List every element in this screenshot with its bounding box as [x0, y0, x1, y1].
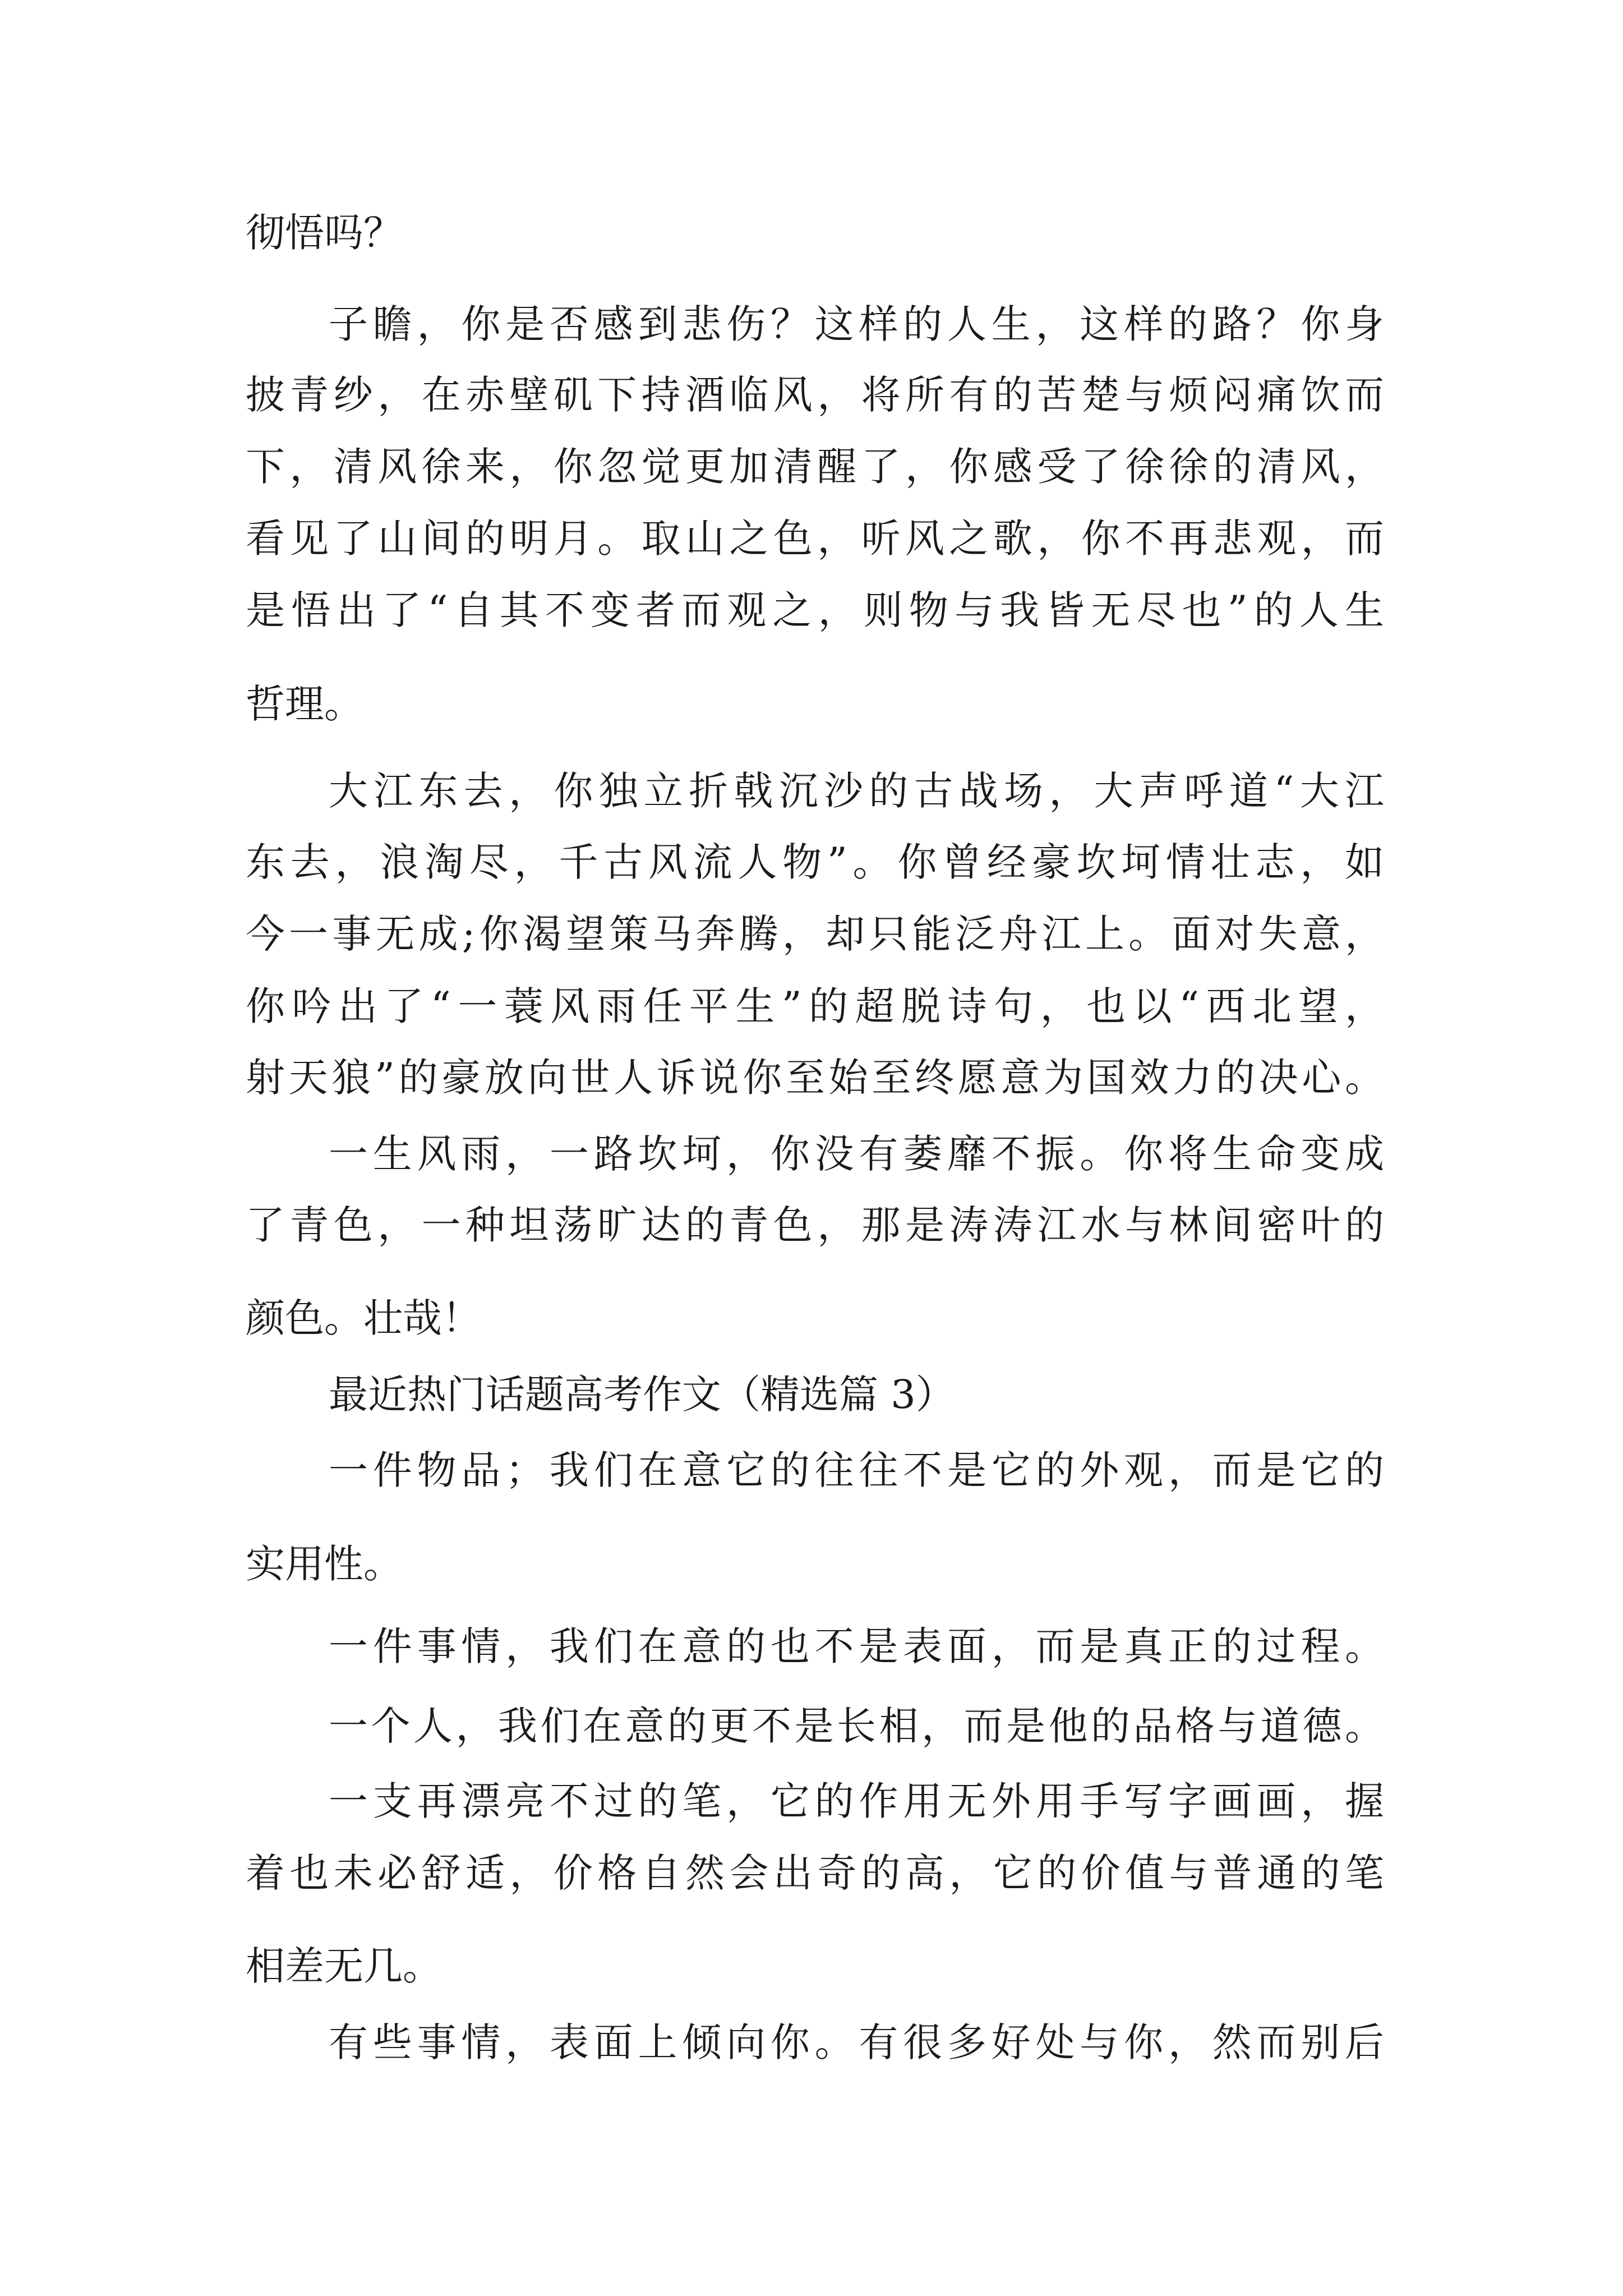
paragraph-first-line: 一生风雨，一路坎坷，你没有萎靡不振。你将生命变成: [329, 1131, 1384, 1177]
paragraph-first-line: 一个人，我们在意的更不是长相，而是他的品格与道德。: [329, 1703, 1384, 1749]
paragraph-first-line: 一件事情，我们在意的也不是表面，而是真正的过程。: [329, 1623, 1384, 1669]
text-line: 颜色。壮哉！: [246, 1295, 481, 1341]
paragraph-first-line: 子瞻，你是否感到悲伤？这样的人生，这样的路？你身: [329, 301, 1384, 347]
paragraph-first-line: 大江东去，你独立折戟沉沙的古战场，大声呼道“大江: [329, 768, 1384, 814]
text-line: 下，清风徐来，你忽觉更加清醒了，你感受了徐徐的清风，: [246, 444, 1384, 490]
text-line: 着也未必舒适，价格自然会出奇的高，它的价值与普通的笔: [246, 1850, 1384, 1896]
text-line: 你吟出了“一蓑风雨任平生”的超脱诗句，也以“西北望，: [246, 983, 1384, 1029]
text-line: 今一事无成;你渴望策马奔腾，却只能泛舟江上。面对失意，: [246, 911, 1384, 957]
text-line: 是悟出了“自其不变者而观之，则物与我皆无尽也”的人生: [246, 587, 1384, 633]
paragraph-first-line: 一支再漂亮不过的笔，它的作用无外用手写字画画，握: [329, 1778, 1384, 1824]
text-line: 哲理。: [246, 681, 363, 727]
text-line: 相差无几。: [246, 1943, 442, 1989]
paragraph-first-line: 一件物品；我们在意它的往往不是它的外观，而是它的: [329, 1447, 1384, 1493]
text-line: 了青色，一种坦荡旷达的青色，那是涛涛江水与林间密叶的: [246, 1202, 1384, 1248]
text-line: 披青纱，在赤壁矶下持酒临风，将所有的苦楚与烦闷痛饮而: [246, 372, 1384, 418]
text-line: 实用性。: [246, 1541, 403, 1587]
section-heading: 最近热门话题高考作文（精选篇 3）: [329, 1372, 955, 1418]
text-line: 看见了山间的明月。取山之色，听风之歌，你不再悲观，而: [246, 516, 1384, 562]
text-line: 射天狼”的豪放向世人诉说你至始至终愿意为国效力的决心。: [246, 1055, 1384, 1101]
paragraph-first-line: 有些事情，表面上倾向你。有很多好处与你，然而别后: [329, 2019, 1384, 2065]
text-line: 东去，浪淘尽，千古风流人物”。你曾经豪坎坷情壮志，如: [246, 839, 1384, 885]
text-line: 彻悟吗？: [246, 210, 403, 256]
